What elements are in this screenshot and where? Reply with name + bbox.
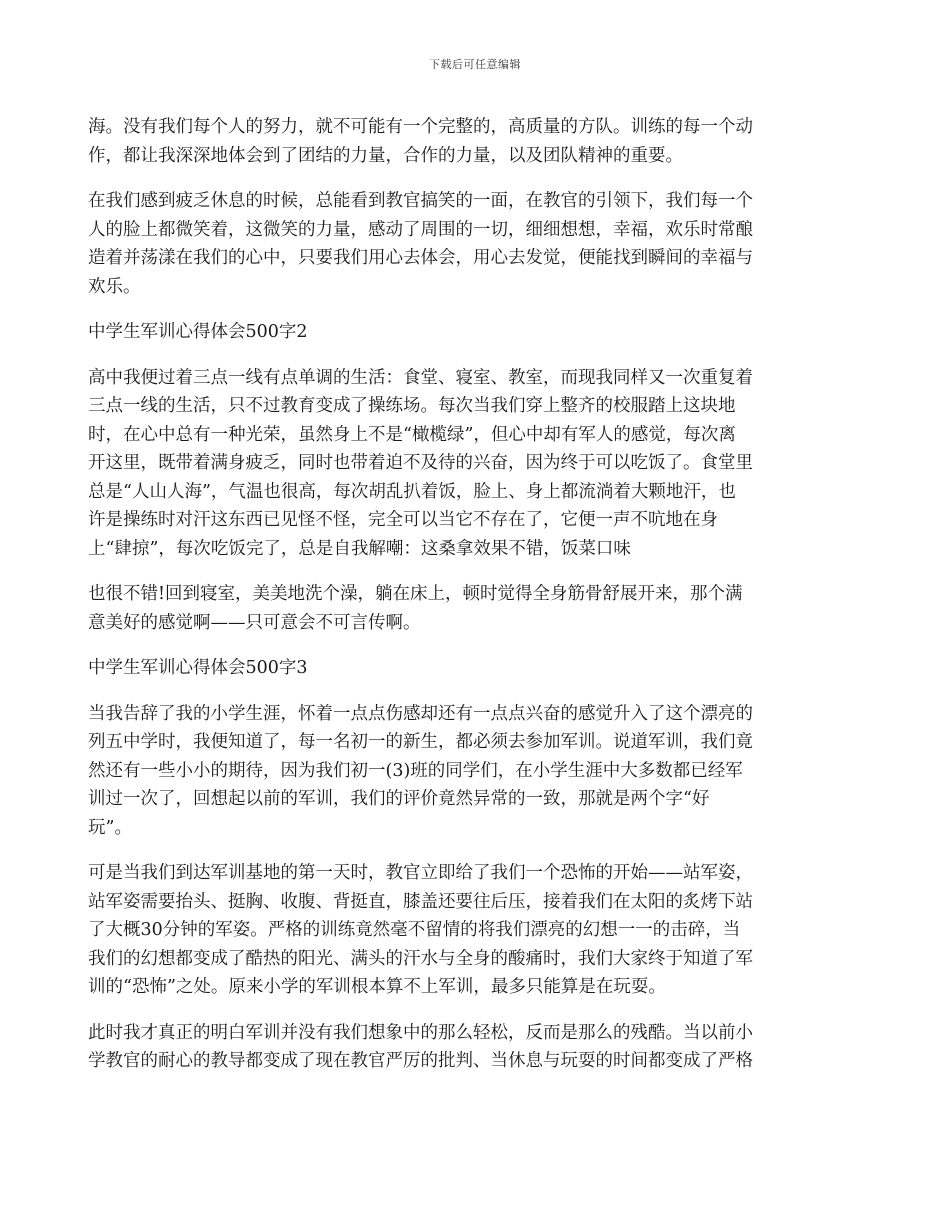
paragraph-line: 列五中学时，我便知道了，每一名初一的新生，都必须去参加军训。说道军训，我们竟 (88, 732, 753, 752)
paragraph-line: 总是“人山人海”，气温也很高，每次胡乱扒着饭，脸上、身上都流淌着大颗地汗，也 (88, 481, 736, 502)
paragraph (88, 113, 864, 170)
paragraph-line: 然还有一些小小的期待，因为我们初一(3)班的同学们，在小学生涯中大多数都已经军 (88, 760, 743, 781)
paragraph (88, 187, 864, 301)
paragraph-line: 人的脸上都微笑着，这微笑的力量，感动了周围的一切，细细想想，幸福，欢乐时常酿 (88, 219, 753, 240)
paragraph-line: 时，在心中总有一种光荣，虽然身上不是“橄榄绿”，但心中却有军人的感觉，每次离 (88, 424, 736, 445)
paragraph-line: 高中我便过着三点一线有点单调的生活：食堂、寝室、教室，而现我同样又一次重复着 (88, 367, 753, 388)
paragraph-line: 作，都让我深深地体会到了团结的力量，合作的力量，以及团队精神的重要。 (88, 145, 683, 166)
paragraph (88, 700, 864, 843)
paragraph-line: 开这里，既带着满身疲乏，同时也带着迫不及待的兴奋，因为终于可以吃饭了。食堂里 (88, 453, 753, 473)
paragraph-line: 造着并荡漾在我们的心中，只要我们用心去体会，用心去发觉，便能找到瞬间的幸福与 (88, 248, 753, 268)
section-heading: 中学生军训心得体会500字3 (88, 658, 308, 678)
paragraph-line: 三点一线的生活，只不过教育变成了操练场。每次当我们穿上整齐的校服踏上这块地 (88, 396, 736, 416)
paragraph-line: 当我告辞了我的小学生涯，怀着一点点伤感却还有一点点兴奋的感觉升入了这个漂亮的 (88, 703, 753, 724)
paragraph-line: 站军姿需要抬头、挺胸、收腹、背挺直，膝盖还要往后压，接着我们在太阳的炙烤下站 (88, 891, 753, 912)
paragraph-line: 训过一次了，回想起以前的军训，我们的评价竟然异常的一致，那就是两个字“好 (88, 789, 710, 809)
paragraph (88, 580, 864, 637)
section-heading: 中学生军训心得体会500字2 (88, 322, 308, 342)
paragraph-line: 我们的幻想都变成了酷热的阳光、满头的汗水与全身的酸痛时，我们大家终于知道了军 (88, 948, 753, 969)
paragraph-line: 也很不错!回到寝室，美美地洗个澡，躺在床上，顿时觉得全身筋骨舒展开来，那个满 (88, 584, 743, 604)
paragraph-line: 上“肆掠”，每次吃饭完了，总是自我解嘲：这桑拿效果不错，饭菜口味 (88, 538, 631, 559)
page-header: 下载后可任意编辑 (429, 58, 521, 71)
paragraph-line: 训的“恐怖”之处。原来小学的军训根本算不上军训，最多只能算是在玩耍。 (88, 977, 666, 997)
paragraph-line: 玩”。 (88, 817, 132, 838)
paragraph-line: 此时我才真正的明白军训并没有我们想象中的那么轻松，反而是那么的残酷。当以前小 (88, 1022, 753, 1043)
paragraph-line: 在我们感到疲乏休息的时候，总能看到教官搞笑的一面，在教官的引领下，我们每一个 (88, 191, 753, 211)
document-body (88, 113, 864, 1093)
paragraph-line: 许是操练时对汗这东西已见怪不怪，完全可以当它不存在了，它便一声不吭地在身 (88, 510, 718, 530)
paragraph (88, 859, 864, 1002)
paragraph-line: 海。没有我们每个人的努力，就不可能有一个完整的，高质量的方队。训练的每一个动 (88, 117, 753, 137)
paragraph-line: 学教官的耐心的教导都变成了现在教官严厉的批判、当休息与玩耍的时间都变成了严格 (88, 1051, 753, 1071)
paragraph-line: 可是当我们到达军训基地的第一天时，教官立即给了我们一个恐怖的开始——站军姿， (88, 863, 753, 883)
paragraph (88, 1019, 864, 1076)
paragraph-line: 了大概30分钟的军姿。严格的训练竟然毫不留情的将我们漂亮的幻想一一的击碎，当 (88, 920, 741, 940)
paragraph (88, 364, 864, 564)
paragraph-line: 欢乐。 (88, 276, 141, 297)
paragraph-line: 意美好的感觉啊——只可意会不可言传啊。 (88, 612, 421, 633)
